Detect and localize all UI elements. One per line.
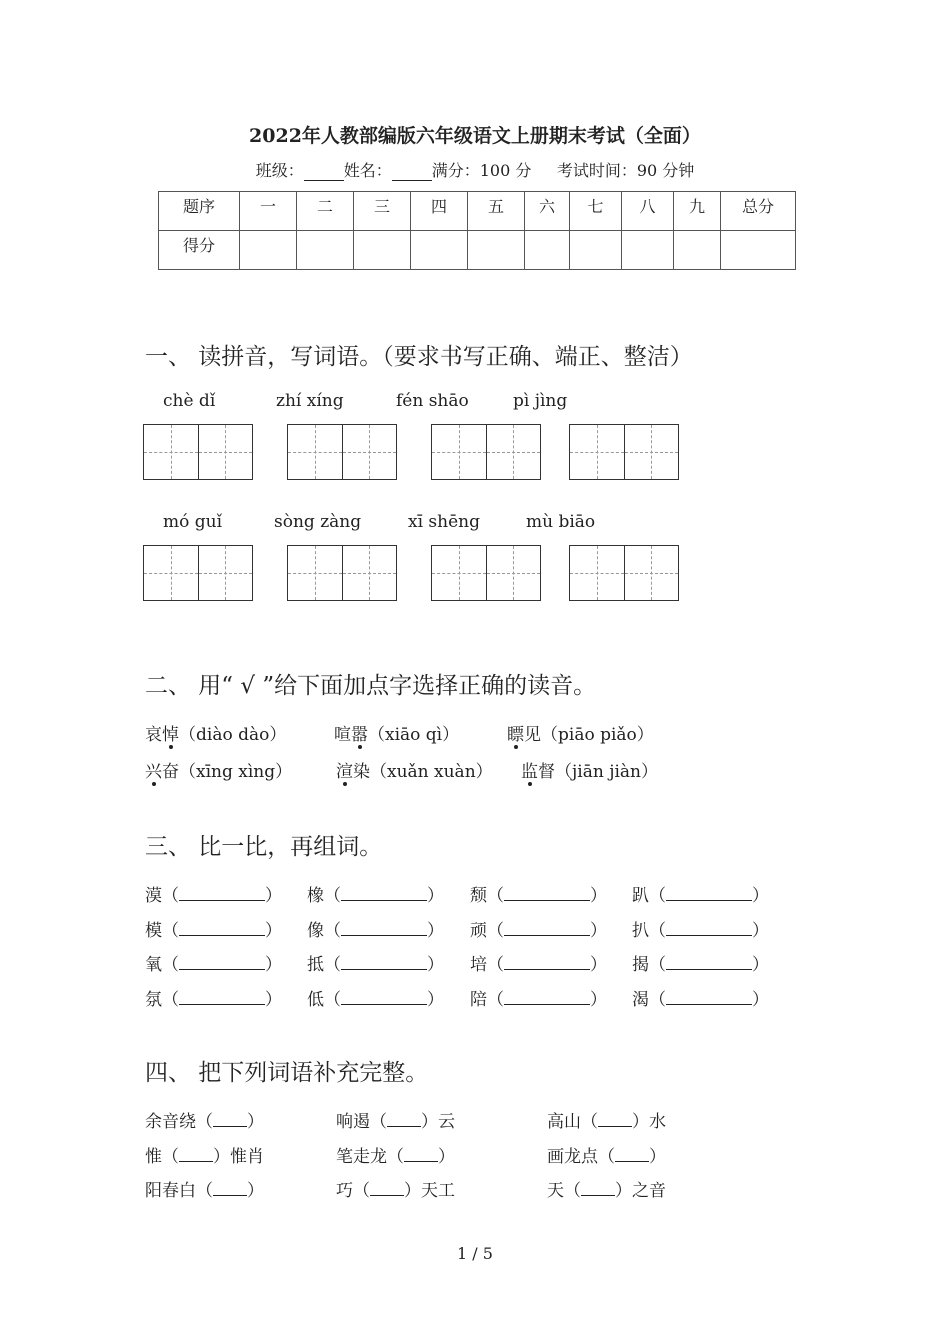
- reading-item[interactable]: 哀悼（diào dào）: [145, 720, 286, 745]
- writing-grid[interactable]: [287, 424, 397, 480]
- score-input-cell[interactable]: [721, 231, 796, 270]
- writing-grid[interactable]: [569, 545, 679, 601]
- section2-title: 二、 用“ √ ”给下面加点字选择正确的读音。: [145, 673, 597, 699]
- compare-item[interactable]: 趴（ ）: [632, 886, 769, 906]
- table-cell: 六: [525, 192, 570, 231]
- idiom-item[interactable]: 响遏（ ）云: [336, 1112, 455, 1132]
- compare-item[interactable]: 氛（ ）: [145, 990, 282, 1010]
- pinyin-label: chè dǐ: [163, 391, 216, 411]
- reading-item[interactable]: 渲染（xuǎn xuàn）: [336, 757, 493, 782]
- writing-grid[interactable]: [143, 424, 253, 480]
- table-cell: 八: [622, 192, 674, 231]
- compare-item[interactable]: 揭（ ）: [632, 955, 769, 975]
- idiom-item[interactable]: 余音绕（ ）: [145, 1112, 264, 1132]
- writing-grid[interactable]: [431, 424, 541, 480]
- pinyin-label: sòng zàng: [274, 512, 362, 532]
- idiom-item[interactable]: 天（ ）之音: [547, 1181, 666, 1201]
- table-cell: 二: [297, 192, 354, 231]
- compare-item[interactable]: 橡（ ）: [307, 886, 444, 906]
- idiom-item[interactable]: 笔走龙（ ）: [336, 1147, 455, 1167]
- reading-item[interactable]: 瞟见（piāo piǎo）: [507, 720, 654, 745]
- idiom-item[interactable]: 阳春白（ ）: [145, 1181, 264, 1201]
- reading-item[interactable]: 喧嚣（xiāo qì）: [334, 720, 459, 745]
- compare-item[interactable]: 低（ ）: [307, 990, 444, 1010]
- reading-item[interactable]: 监督（jiān jiàn）: [521, 757, 658, 782]
- name-label: 姓名：: [343, 161, 392, 180]
- score-table: [158, 191, 796, 270]
- class-blank: [304, 164, 344, 181]
- compare-item[interactable]: 扒（ ）: [632, 921, 769, 941]
- pinyin-label: pì jìng: [513, 391, 568, 411]
- table-cell: 题序: [159, 192, 240, 231]
- name-blank: [392, 164, 432, 181]
- idiom-item[interactable]: 巧（ ）天工: [336, 1181, 455, 1201]
- page-number: 1 / 5: [457, 1244, 493, 1263]
- score-input-cell[interactable]: [525, 231, 570, 270]
- compare-item[interactable]: 氧（ ）: [145, 955, 282, 975]
- compare-item[interactable]: 像（ ）: [307, 921, 444, 941]
- page-title: 2022年人教部编版六年级语文上册期末考试（全面）: [249, 125, 701, 147]
- table-cell: 五: [468, 192, 525, 231]
- pinyin-label: fén shāo: [396, 391, 469, 411]
- score-label: 得分: [159, 231, 240, 270]
- score-input-cell[interactable]: [622, 231, 674, 270]
- compare-item[interactable]: 颓（ ）: [470, 886, 607, 906]
- section1-title: 一、 读拼音，写词语。（要求书写正确、端正、整洁）: [145, 344, 693, 370]
- score-input-cell[interactable]: [468, 231, 525, 270]
- pinyin-label: mó guǐ: [163, 512, 223, 532]
- section3-title: 三、 比一比，再组词。: [145, 834, 383, 860]
- writing-grid[interactable]: [569, 424, 679, 480]
- score-input-cell[interactable]: [570, 231, 622, 270]
- writing-grid[interactable]: [143, 545, 253, 601]
- pinyin-label: xī shēng: [408, 512, 480, 532]
- compare-item[interactable]: 漠（ ）: [145, 886, 282, 906]
- score-table-score-row: [159, 231, 796, 270]
- class-label: 班级：: [255, 161, 304, 180]
- idiom-item[interactable]: 画龙点（ ）: [547, 1147, 666, 1167]
- idiom-item[interactable]: 惟（ ）惟肖: [145, 1147, 264, 1167]
- score-input-cell[interactable]: [240, 231, 297, 270]
- exam-info: [0, 158, 950, 181]
- score-input-cell[interactable]: [674, 231, 721, 270]
- table-cell: 三: [354, 192, 411, 231]
- idiom-item[interactable]: 高山（ ）水: [547, 1112, 666, 1132]
- table-cell: 总分: [721, 192, 796, 231]
- table-cell: 九: [674, 192, 721, 231]
- pinyin-label: zhí xíng: [276, 391, 344, 411]
- score-input-cell[interactable]: [354, 231, 411, 270]
- table-cell: 七: [570, 192, 622, 231]
- compare-item[interactable]: 顽（ ）: [470, 921, 607, 941]
- full-score: 满分：100 分: [431, 161, 532, 180]
- table-cell: 一: [240, 192, 297, 231]
- score-input-cell[interactable]: [297, 231, 354, 270]
- exam-time: 考试时间：90 分钟: [556, 161, 695, 180]
- compare-item[interactable]: 模（ ）: [145, 921, 282, 941]
- table-cell: 四: [411, 192, 468, 231]
- score-table-header-row: [159, 192, 796, 231]
- compare-item[interactable]: 陪（ ）: [470, 990, 607, 1010]
- compare-item[interactable]: 渴（ ）: [632, 990, 769, 1010]
- pinyin-label: mù biāo: [526, 512, 596, 532]
- reading-item[interactable]: 兴奋（xīng xìng）: [145, 757, 292, 782]
- compare-item[interactable]: 培（ ）: [470, 955, 607, 975]
- writing-grid[interactable]: [431, 545, 541, 601]
- writing-grid[interactable]: [287, 545, 397, 601]
- score-input-cell[interactable]: [411, 231, 468, 270]
- section4-title: 四、 把下列词语补充完整。: [145, 1060, 429, 1086]
- compare-item[interactable]: 抵（ ）: [307, 955, 444, 975]
